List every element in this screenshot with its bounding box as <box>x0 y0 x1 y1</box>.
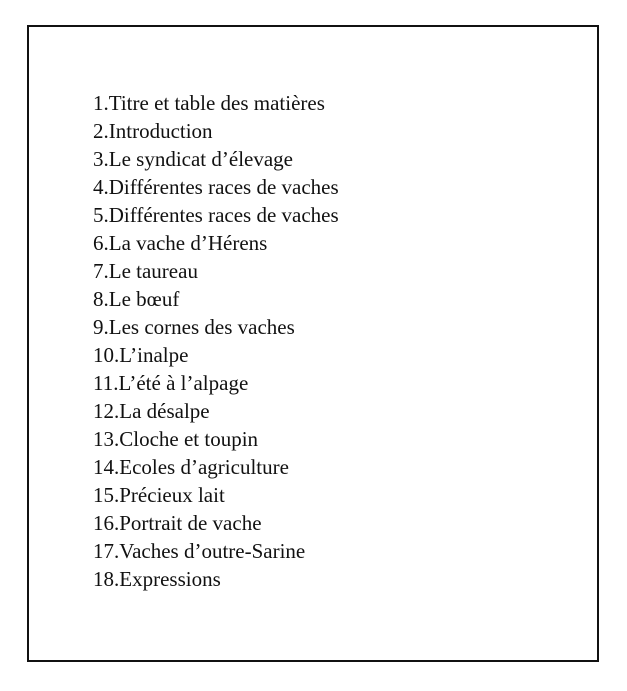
toc-item-16: 16.Portrait de vache <box>93 511 262 535</box>
toc-item-6: 6.La vache d’Hérens <box>93 231 268 255</box>
table-of-contents <box>93 89 339 593</box>
toc-item-11: 11.L’été à l’alpage <box>93 371 249 395</box>
toc-item-18: 18.Expressions <box>93 567 221 591</box>
toc-item-12: 12.La désalpe <box>93 399 210 423</box>
document-frame <box>27 25 599 662</box>
toc-item-3: 3.Le syndicat d’élevage <box>93 147 293 171</box>
toc-item-14: 14.Ecoles d’agriculture <box>93 455 289 479</box>
toc-item-4: 4.Différentes races de vaches <box>93 175 339 199</box>
toc-item-7: 7.Le taureau <box>93 259 198 283</box>
toc-item-13: 13.Cloche et toupin <box>93 427 259 451</box>
toc-item-10: 10.L’inalpe <box>93 343 189 367</box>
toc-item-2: 2.Introduction <box>93 119 213 143</box>
toc-item-8: 8.Le bœuf <box>93 287 180 311</box>
toc-item-15: 15.Précieux lait <box>93 483 225 507</box>
toc-item-5: 5.Différentes races de vaches <box>93 203 339 227</box>
toc-item-17: 17.Vaches d’outre-Sarine <box>93 539 306 563</box>
toc-item-9: 9.Les cornes des vaches <box>93 315 295 339</box>
toc-item-1: 1.Titre et table des matières <box>93 91 325 115</box>
